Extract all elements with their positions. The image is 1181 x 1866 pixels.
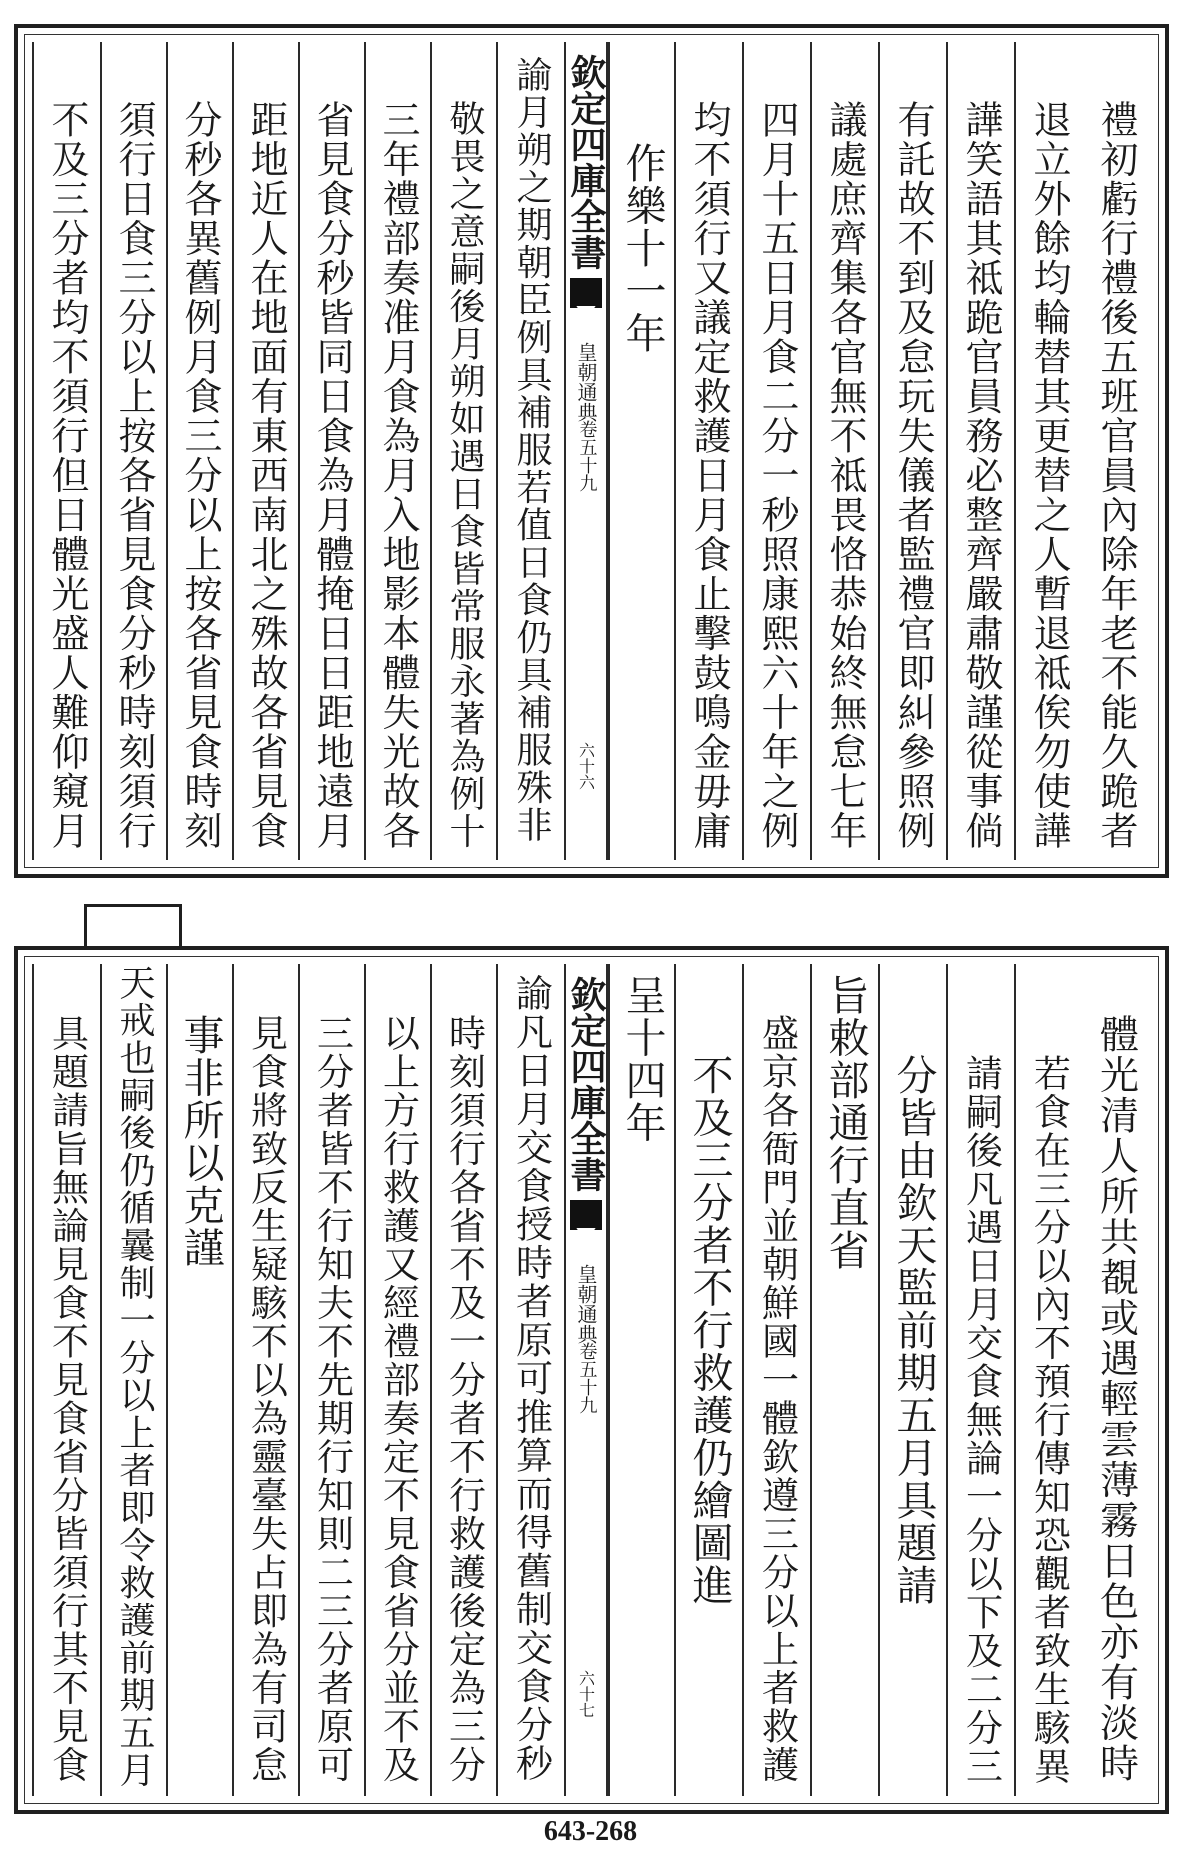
fishtail-mark (570, 278, 602, 308)
column-text: 敬畏之意嗣後月朔如遇日食皆常服永著為例十 (444, 100, 485, 850)
column-text: 請嗣後凡遇日月交食無論一分以下及二分三 (959, 1054, 1003, 1786)
text-column (166, 964, 232, 1796)
volume-label: 卷五十九 (576, 420, 598, 492)
column-text: 分皆由欽天監前期五月具題請 (889, 1054, 938, 1607)
column-text: 以上方行救護又經禮部奏定不見食省分並不及 (376, 1014, 420, 1784)
column-text: 作樂十一年 (618, 142, 667, 355)
column-text: 不及三分者不行救護仍繪圖進 (685, 1054, 734, 1607)
column-text: 議處庶齊集各官無不祗畏恪恭始終無怠七年 (823, 100, 867, 851)
text-column (496, 42, 564, 860)
column-text: 時刻須行各省不及一分者不行救護後定為三分 (442, 1014, 486, 1784)
column-text: 分秒各異舊例月食三分以上按各省見食時刻 (178, 100, 222, 851)
column-text: 諭月朔之期朝臣例具補服若值日食仍具補服殊非 (511, 56, 552, 844)
column-text: 體光清人所共覩或遇輕雲薄霧日色亦有淡時 (1093, 1014, 1139, 1784)
column-text: 天戒也嗣後仍循曩制一分以上者即令救護前期五月 (114, 964, 155, 1789)
column-text: 呈十四年 (618, 974, 667, 1144)
text-column (742, 964, 810, 1796)
collection-title: 欽定四庫全書 (565, 976, 607, 1192)
column-text: 四月十五日月食二分一秒照康熙六十年之例 (755, 100, 799, 851)
column-text: 事非所以克謹 (176, 1014, 225, 1269)
text-column (1082, 964, 1150, 1796)
column-text: 須行日食三分以上按各省見食分秒時刻須行 (112, 100, 156, 851)
column-text: 見食將致反生疑駭不以為靈臺失占即為有司怠 (244, 1014, 288, 1784)
text-column (1082, 42, 1150, 860)
text-column (878, 964, 946, 1796)
book-title: 皇朝通典 (574, 1264, 598, 1344)
column-text: 三年禮部奏准月食為月入地影本體失光故各 (376, 100, 420, 851)
column-text: 距地近人在地面有東西南北之殊故各省見食 (244, 100, 288, 851)
text-column (364, 964, 430, 1796)
column-text: 省見食分秒皆同日食為月體掩日日距地遠月 (310, 100, 354, 851)
column-text: 具題請旨無論見食不見食省分皆須行其不見食 (45, 1014, 89, 1784)
column-text: 盛京各衙門並朝鮮國一體欽遵三分以上者救護 (755, 1014, 799, 1784)
text-column (810, 964, 878, 1796)
center-fold (564, 964, 608, 1796)
collection-title: 欽定四庫全書 (565, 54, 607, 270)
column-text: 禮初虧行禮後五班官員內除年老不能久跪者 (1094, 100, 1138, 851)
text-column (298, 964, 364, 1796)
text-column (430, 964, 496, 1796)
column-text: 若食在三分以內不預行傳知恐觀者致生駭異 (1027, 1054, 1071, 1786)
text-column (100, 964, 166, 1796)
column-text: 旨敕部通行直省 (821, 974, 870, 1272)
column-text: 三分者皆不行知夫不先期行知則二三分者原可 (310, 1014, 354, 1784)
text-column (232, 42, 298, 860)
column-text: 譁笑語其祗跪官員務必整齊嚴肅敬謹從事倘 (959, 100, 1003, 851)
text-column (946, 964, 1014, 1796)
volume-label: 卷五十九 (576, 1342, 598, 1414)
page-number: 六十七 (576, 1670, 596, 1718)
text-column (496, 964, 564, 1796)
text-column (946, 42, 1014, 860)
text-column (298, 42, 364, 860)
center-fold (564, 42, 608, 860)
text-column (364, 42, 430, 860)
text-column (1014, 42, 1082, 860)
column-text: 均不須行又議定救護日月食止擊鼓鳴金毋庸 (687, 100, 731, 851)
text-column (32, 964, 100, 1796)
book-title: 皇朝通典 (574, 342, 598, 422)
page-number: 六十六 (576, 742, 596, 790)
text-column (674, 42, 742, 860)
text-column (674, 964, 742, 1796)
text-column (878, 42, 946, 860)
text-column (608, 42, 674, 860)
text-column (166, 42, 232, 860)
page-bottom (14, 946, 1169, 1814)
text-column (100, 42, 166, 860)
text-column (1014, 964, 1082, 1796)
text-column (232, 964, 298, 1796)
fishtail-mark (570, 1200, 602, 1230)
text-column (430, 42, 496, 860)
column-text: 不及三分者均不須行但日體光盛人難仰窺月 (45, 100, 89, 851)
column-text: 退立外餘均輪替其更替之人暫退祗俟勿使譁 (1027, 100, 1071, 851)
column-text: 有託故不到及怠玩失儀者監禮官即糾參照例 (891, 100, 935, 851)
text-column (742, 42, 810, 860)
text-column (608, 964, 674, 1796)
footer-page-code: 643-268 (543, 1816, 638, 1847)
column-text: 諭凡日月交食授時者原可推算而得舊制交食分秒 (509, 974, 553, 1783)
page-top (14, 24, 1169, 878)
text-column (32, 42, 100, 860)
text-column (810, 42, 878, 860)
